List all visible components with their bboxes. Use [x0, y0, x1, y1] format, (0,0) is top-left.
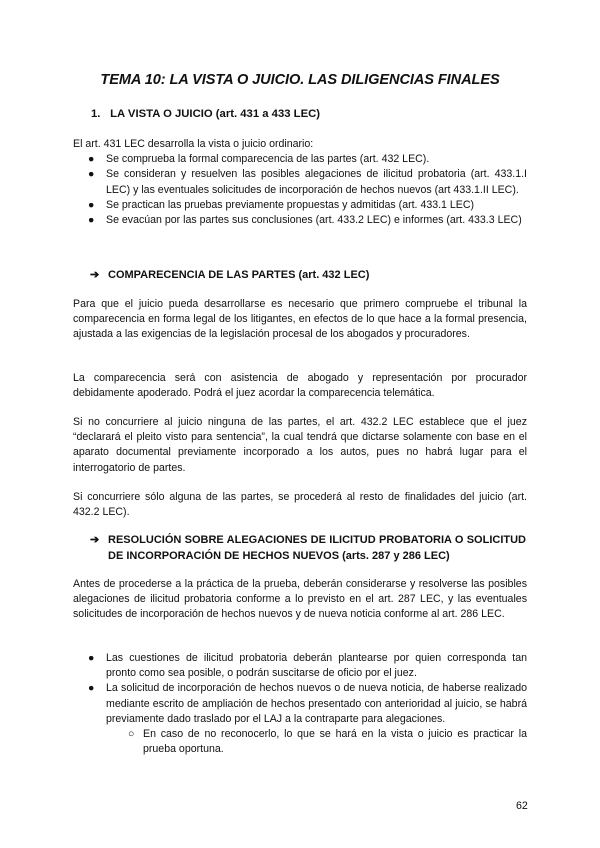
- section-3-intro: Antes de procederse a la práctica de la prueba, deberán considerarse y resolverse las posibles alegaciones de ilicitud probatoria conforme a lo previsto en el art. 287 LEC, y las eventuales solicitudes de incorporación de hechos nuevos y de nueva noticia conforme al art. 286 LEC.: [73, 578, 527, 621]
- section-2-heading: [90, 267, 526, 283]
- bullet-icon: ●: [88, 153, 95, 166]
- section-3-body: [73, 651, 527, 757]
- arrow-right-icon: ➔: [90, 269, 100, 281]
- section-1-heading-text: LA VISTA O JUICIO (art. 431 a 433 LEC): [110, 108, 321, 120]
- section-2-body: [73, 297, 527, 343]
- section-3-heading-text: RESOLUCIÓN SOBRE ALEGACIONES DE ILICITUD PROBATORIA O SOLICITUD DE INCORPORACIÓN DE HECHOS NUEVOS (arts. 287 y 286 LEC): [108, 534, 526, 562]
- section-3-heading: [90, 532, 526, 564]
- paragraph: Si concurriere sólo alguna de las partes, se procederá al resto de finalidades del juicio (art. 432.2 LEC).: [73, 491, 527, 519]
- list-item: ● Se consideran y resuelven las posibles alegaciones de ilicitud probatoria (art. 433.1.I LEC) y las eventuales solicitudes de incorporación de hechos nuevos (art 433.1.II LEC).: [88, 168, 527, 196]
- page-title: TEMA 10: LA VISTA O JUICIO. LAS DILIGENCIAS FINALES: [100, 72, 500, 88]
- paragraph: Para que el juicio pueda desarrollarse es necesario que primero compruebe el tribunal la comparecencia en forma legal de los litigantes, en efectos de lo que hace a la formal presencia, ajustada a las exigencias de la legislación procesal de los abogados y procuradores.: [73, 298, 527, 341]
- section-1-bullet-list: [73, 152, 527, 228]
- list-item: ● Se evacúan por las partes sus conclusiones (art. 433.2 LEC) e informes (art. 433.3 LEC): [73, 213, 527, 228]
- list-item: ● Las cuestiones de ilicitud probatoria deberán plantearse por quien corresponda tan pronto como sea posible, o podrán suscitarse de oficio por el juez.: [88, 652, 527, 680]
- sub-list-item: ○ En caso de no reconocerlo, lo que se hará en la vista o juicio es practicar la prueba oportuna.: [128, 728, 527, 756]
- list-item: ● La solicitud de incorporación de hechos nuevos o de nueva noticia, de haberse realizado mediante escrito de ampliación de hechos presentado con anterioridad al juicio, se habrá previamente dado traslado por el LAJ a la contraparte para alegaciones.: [88, 682, 527, 725]
- paragraph: Si no concurriere al juicio ninguna de las partes, el art. 432.2 LEC establece que el juez “declarará el pleito visto para sentencia”, la cual tendrá que dictarse solamente con base en el aparato documental previamente incorporado a los autos, pues no habrá lugar para el interrogatorio de partes.: [73, 416, 527, 474]
- bullet-icon: ●: [88, 214, 95, 227]
- section-2-body: [73, 371, 527, 401]
- bullet-icon: ●: [88, 198, 95, 211]
- section-1-body: [73, 137, 527, 228]
- section-1-number: 1.: [91, 108, 101, 120]
- bullet-icon: ●: [88, 682, 95, 695]
- hollow-bullet-icon: ○: [128, 728, 135, 741]
- bullet-icon: ●: [88, 168, 95, 181]
- arrow-right-icon: ➔: [90, 534, 100, 546]
- list-item: ● Se practican las pruebas previamente propuestas y admitidas (art. 433.1 LEC): [73, 198, 527, 213]
- section-1-intro: El art. 431 LEC desarrolla la vista o juicio ordinario:: [73, 138, 314, 150]
- bullet-icon: ●: [88, 652, 95, 664]
- list-item: ● Se comprueba la formal comparecencia de las partes (art. 432 LEC).: [73, 152, 527, 167]
- page-number: 62: [516, 800, 528, 812]
- section-2-heading-text: COMPARECENCIA DE LAS PARTES (art. 432 LEC): [108, 269, 370, 281]
- section-2-body: [73, 490, 527, 520]
- paragraph: La comparecencia será con asistencia de abogado y representación por procurador debidamente apoderado. Podrá el juez acordar la comparecencia telemática.: [73, 372, 527, 400]
- section-3-bullet-list: [73, 651, 527, 727]
- section-2-body: [73, 415, 527, 476]
- section-1-heading: [91, 108, 320, 120]
